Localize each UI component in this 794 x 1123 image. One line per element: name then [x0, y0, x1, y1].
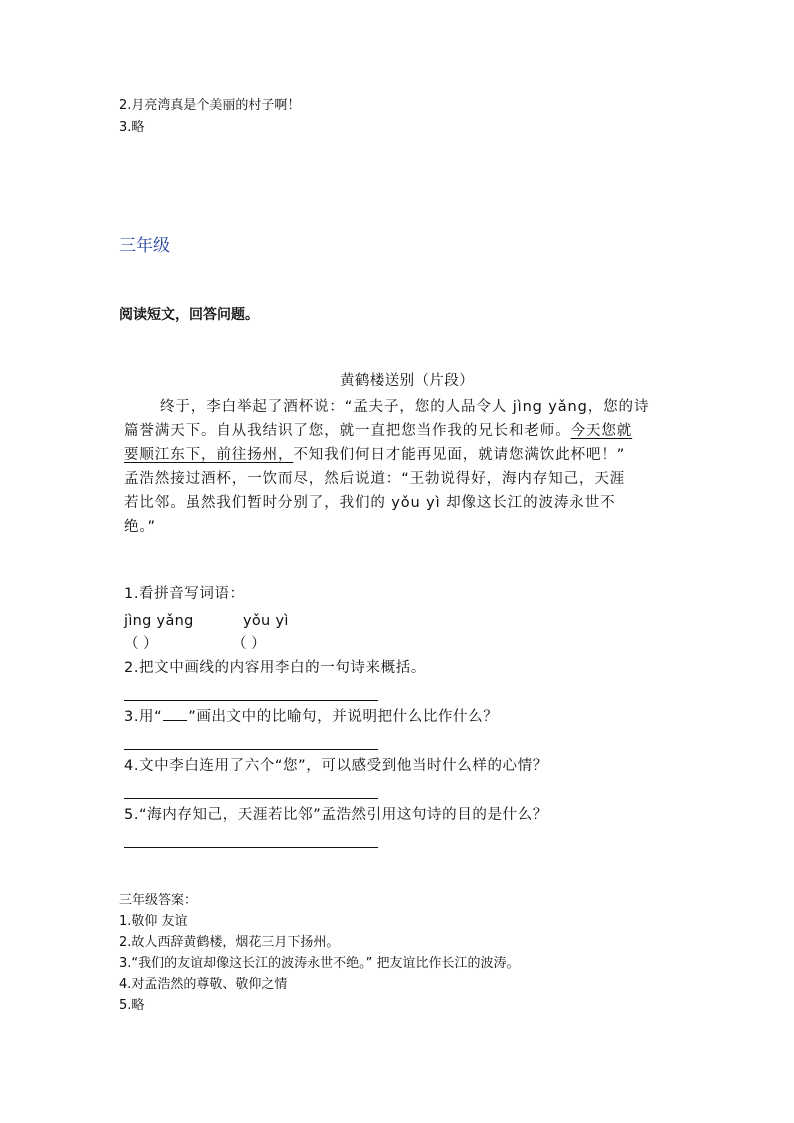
grade2-answer-2: 2.月亮湾真是个美丽的村子啊！ — [119, 98, 301, 113]
passage-line-2 — [124, 419, 632, 440]
question-1: 1.看拼音写词语： — [124, 586, 245, 602]
answer-line-5[interactable] — [124, 847, 378, 848]
answer-4: 4.对孟浩然的尊敬、敬仰之情 — [119, 977, 288, 992]
answer-box-2[interactable]: （ ） — [232, 636, 266, 652]
section-heading-grade3: 三年级 — [119, 236, 170, 256]
question-3-prefix: 3.用“ — [124, 709, 163, 725]
question-3 — [124, 705, 498, 729]
pinyin-youyi: yǒu yì — [243, 613, 289, 629]
answer-line-2[interactable] — [124, 700, 378, 701]
answers-title: 三年级答案： — [119, 893, 198, 908]
question-3-suffix: ”画出文中的比喻句，并说明把什么比作什么？ — [188, 709, 499, 725]
answer-2: 2.故人西辞黄鹤楼，烟花三月下扬州。 — [119, 935, 340, 950]
passage-line-5: 若比邻。虽然我们暂时分别了，我们的 yǒu yì 却像这长江的波涛永世不 — [124, 495, 616, 511]
passage-line-4: 孟浩然接过酒杯，一饮而尽，然后说道：“王勃说得好，海内存知己，天涯 — [124, 471, 626, 487]
instruction: 阅读短文，回答问题。 — [119, 307, 259, 323]
passage-line-3-text: 不知我们何日才能再见面，就请您满饮此杯吧！” — [293, 447, 626, 463]
question-2: 2.把文中画线的内容用李白的一句诗来概括。 — [124, 660, 426, 676]
passage-line-2-text: 篇誉满天下。自从我结识了您，就一直把您当作我的兄长和老师。 — [124, 423, 571, 439]
passage-line-6: 绝。” — [124, 519, 156, 535]
passage-title: 黄鹤楼送别（片段） — [340, 373, 475, 389]
answer-5: 5.略 — [119, 998, 145, 1013]
pinyin-jingyang: jìng yǎng — [124, 613, 194, 629]
answer-1: 1.敬仰 友谊 — [119, 914, 188, 929]
answer-3: 3.“我们的友谊却像这长江的波涛永世不绝。” 把友谊比作长江的波涛。 — [119, 956, 520, 971]
question-5: 5.“海内存知己，天涯若比邻”孟浩然引用这句诗的目的是什么？ — [124, 807, 548, 823]
grade2-answer-3: 3.略 — [119, 120, 145, 135]
question-4: 4.文中李白连用了六个“您”，可以感受到他当时什么样的心情？ — [124, 758, 548, 774]
answer-line-4[interactable] — [124, 798, 378, 799]
passage-underlined-part-2: 要顺江东下，前往扬州， — [124, 447, 294, 463]
passage-underlined-part-1: 今天您就 — [570, 423, 633, 439]
answer-line-3[interactable] — [124, 749, 378, 750]
answer-box-1[interactable]: （ ） — [124, 636, 158, 652]
underline-symbol — [163, 708, 187, 721]
passage-line-3 — [124, 443, 625, 464]
passage-line-1: 终于，李白举起了酒杯说：“孟夫子，您的人品令人 jìng yǎng，您的诗 — [160, 399, 650, 415]
